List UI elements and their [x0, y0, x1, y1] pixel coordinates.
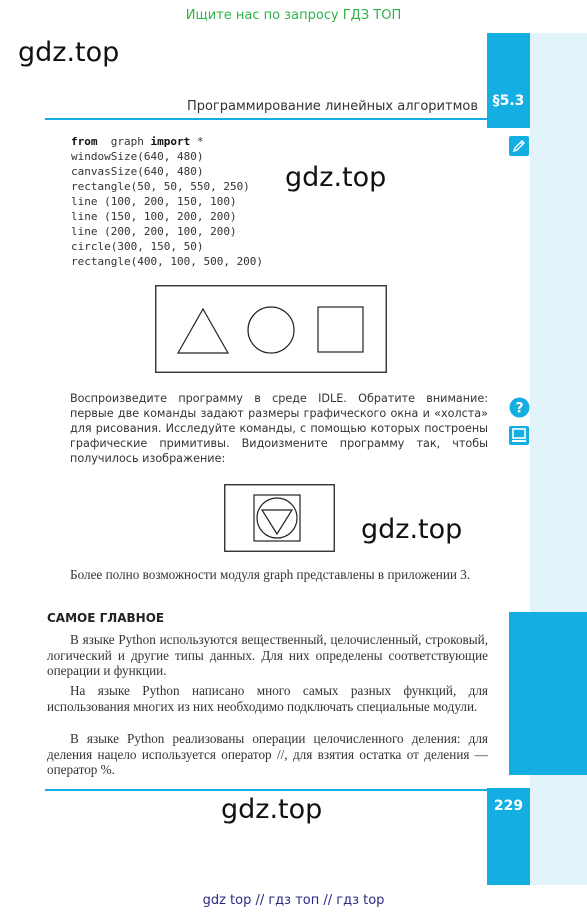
code-line: canvasSize(640, 480)	[71, 165, 204, 178]
computer-icon	[509, 426, 529, 450]
footer-links[interactable]: gdz top // гдз топ // гдз top	[202, 893, 385, 908]
code-line: from graph import *	[71, 135, 204, 148]
code-line: windowSize(640, 480)	[71, 150, 204, 163]
module-note: Более полно возможности модуля graph представлены в приложении 3.	[70, 567, 471, 582]
inner-circle	[257, 498, 297, 538]
section-number: §5.3	[492, 93, 525, 109]
target-figure	[224, 484, 335, 557]
summary-paragraph: В языке Python реализованы операции целочисленного деления: для деления нацело используется оператор //, для взятия остатка от деления — оператор %.	[47, 731, 488, 777]
watermark: gdz.top	[285, 162, 387, 193]
code-line: rectangle(400, 100, 500, 200)	[71, 255, 264, 268]
code-line: rectangle(50, 50, 550, 250)	[71, 180, 250, 193]
chapter-title: Программирование линейных алгоритмов	[186, 99, 478, 114]
triangle-shape	[178, 309, 228, 353]
watermark: gdz.top	[18, 37, 120, 68]
inverted-triangle	[262, 510, 292, 534]
header-divider	[45, 118, 487, 120]
watermark: gdz.top	[361, 514, 463, 545]
summary-heading: САМОЕ ГЛАВНОЕ	[47, 611, 165, 625]
pencil-icon	[509, 136, 529, 161]
square-shape	[318, 307, 363, 352]
summary-paragraph: В языке Python используются вещественный, целочисленный, строковый, логический и другие типы данных. Для них определены соответствующие операции и функции.	[47, 632, 488, 678]
code-line: line (150, 100, 200, 200)	[71, 210, 237, 223]
question-icon	[509, 397, 530, 423]
shapes-figure	[155, 285, 387, 378]
footer-divider	[45, 789, 487, 791]
watermark: gdz.top	[221, 794, 323, 825]
summary-paragraph: На языке Python написано много самых разных функций, для использования многих из них необходимо подключать специальные модули.	[47, 683, 488, 714]
svg-text:?: ?	[515, 400, 524, 417]
code-listing	[71, 134, 263, 269]
code-line: line (100, 200, 150, 100)	[71, 195, 237, 208]
code-line: line (200, 200, 100, 200)	[71, 225, 237, 238]
task-text: Воспроизведите программу в среде IDLE. Обратите внимание: первые две команды задают размеры графического окна и «холста» для рисования. Исследуйте команды, с помощью которых построены графические примитивы. Видоизмените программу так, чтобы получилось изображение:	[70, 392, 488, 465]
code-line: circle(300, 150, 50)	[71, 240, 204, 253]
top-banner[interactable]: Ищите нас по запросу ГДЗ ТОП	[185, 8, 402, 23]
circle-shape	[248, 307, 294, 353]
side-panel-blue-middle	[509, 612, 587, 775]
side-panel-blue-top	[487, 33, 530, 128]
page-number: 229	[493, 798, 524, 814]
